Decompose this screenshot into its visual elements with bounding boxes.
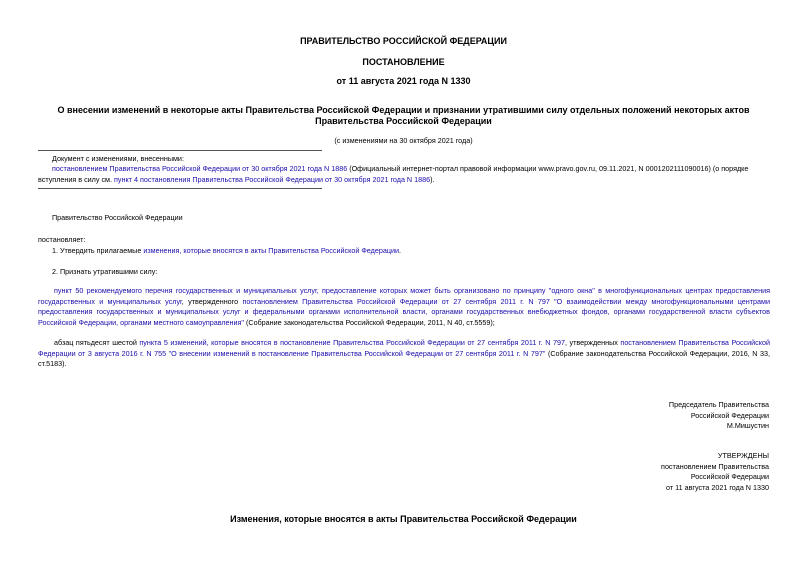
item-2-sub2 xyxy=(38,338,770,370)
item-2-sub1-link2[interactable]: постановлением Правительства Российской Федерации от 27 сентября 2011 г. N 797 "О взаимодействии между многофункциональными центрами предоставления государственных и муниципальных услуг и федеральными органами исполнительной власти, органами государственных внебюджетных фондов, органами государственной власти субъектов Российской Федерации, органами местного самоуправления" xyxy=(38,296,770,327)
item-2-sub1-text2: (Собрание законодательства Российской Федерации, 2011, N 40, ст.5559); xyxy=(243,317,495,327)
doc-title-line1: О внесении изменений в некоторые акты Правительства Российской Федерации и признании утратившими силу отдельных положений некоторых актов xyxy=(57,105,750,115)
approved-line4: от 11 августа 2021 года N 1330 xyxy=(666,482,769,492)
amendment-link-1886[interactable]: постановлением Правительства Российской Федерации от 30 октября 2021 года N 1886 xyxy=(52,164,348,173)
item-2: 2. Признать утратившими силу: xyxy=(52,267,158,276)
approved-line2: постановлением Правительства xyxy=(661,461,769,471)
item-2-sub1-link1[interactable]: пункт 50 рекомендуемого перечня государственных и муниципальных услуг, предоставление которых может быть организовано по принципу "одного окна" в многофункциональных центрах предоставления государственных и муниципальных услуг xyxy=(38,286,770,306)
item-2-sub2-text1: абзац пятьдесят шестой xyxy=(54,338,140,347)
government-line: Правительство Российской Федерации xyxy=(52,213,183,222)
item-2-sub2-text3: (Собрание законодательства Российской Федерации, 2016, N 33, ст.5183). xyxy=(38,348,770,369)
doc-title-line2: Правительства Российской Федерации xyxy=(315,116,492,126)
doc-date-number: от 11 августа 2021 года N 1330 xyxy=(336,76,471,86)
amendments-heading: Документ с изменениями, внесенными: xyxy=(52,154,184,163)
item-2-sub2-text2: , утвержденных xyxy=(564,338,621,347)
signature-name: М.Мишустин xyxy=(726,421,769,431)
item-1-link[interactable]: изменения, которые вносятся в акты Правительства Российской Федерации xyxy=(143,246,399,255)
amendment-link-point4[interactable]: пункт 4 постановления Правительства Российской Федерации от 30 октября 2021 года N 1886 xyxy=(114,174,431,184)
item-2-sub1 xyxy=(38,286,770,328)
item-2-sub2-link1[interactable]: пункта 5 изменений, которые вносятся в постановление Правительства Российской Федерации от 27 сентября 2011 г. N 797 xyxy=(139,338,565,347)
amendment-end-text: ). xyxy=(430,174,435,184)
item-1-text: 1. Утвердить прилагаемые xyxy=(52,246,144,255)
amendments-top-rule xyxy=(38,150,322,151)
annex-title: Изменения, которые вносятся в акты Правительства Российской Федерации xyxy=(230,514,577,524)
signature-line1: Председатель Правительства xyxy=(668,400,769,409)
item-1-end: . xyxy=(398,246,401,255)
org-title: ПРАВИТЕЛЬСТВО РОССИЙСКОЙ ФЕДЕРАЦИИ xyxy=(300,36,507,46)
amendments-bottom-rule xyxy=(38,188,322,189)
decides-line: постановляет: xyxy=(38,235,86,244)
item-2-sub2-link2[interactable]: постановлением Правительства Российской Федерации от 3 августа 2016 г. N 755 "О внесении изменений в постановление Правительства Российской Федерации от 27 сентября 2011 г. N 797" xyxy=(38,338,771,358)
approved-line1: УТВЕРЖДЕНЫ xyxy=(717,451,769,460)
doc-type: ПОСТАНОВЛЕНИЕ xyxy=(362,57,445,67)
approved-line3: Российской Федерации xyxy=(690,472,769,482)
revision-note: (с изменениями на 30 октября 2021 года) xyxy=(334,136,473,145)
approved-block xyxy=(661,451,769,493)
amendment-source-text: (Официальный интернет-портал правовой информации www.pravo.gov.ru, 09.11.2021, N 0001202111090016) (о порядке вступления в силу см. xyxy=(38,164,749,184)
signature-block xyxy=(669,400,769,432)
amendments-text xyxy=(38,164,772,185)
item-2-sub1-text1: , утвержденного xyxy=(181,296,243,306)
item-1 xyxy=(52,246,401,257)
signature-line2: Российской Федерации xyxy=(690,410,769,420)
